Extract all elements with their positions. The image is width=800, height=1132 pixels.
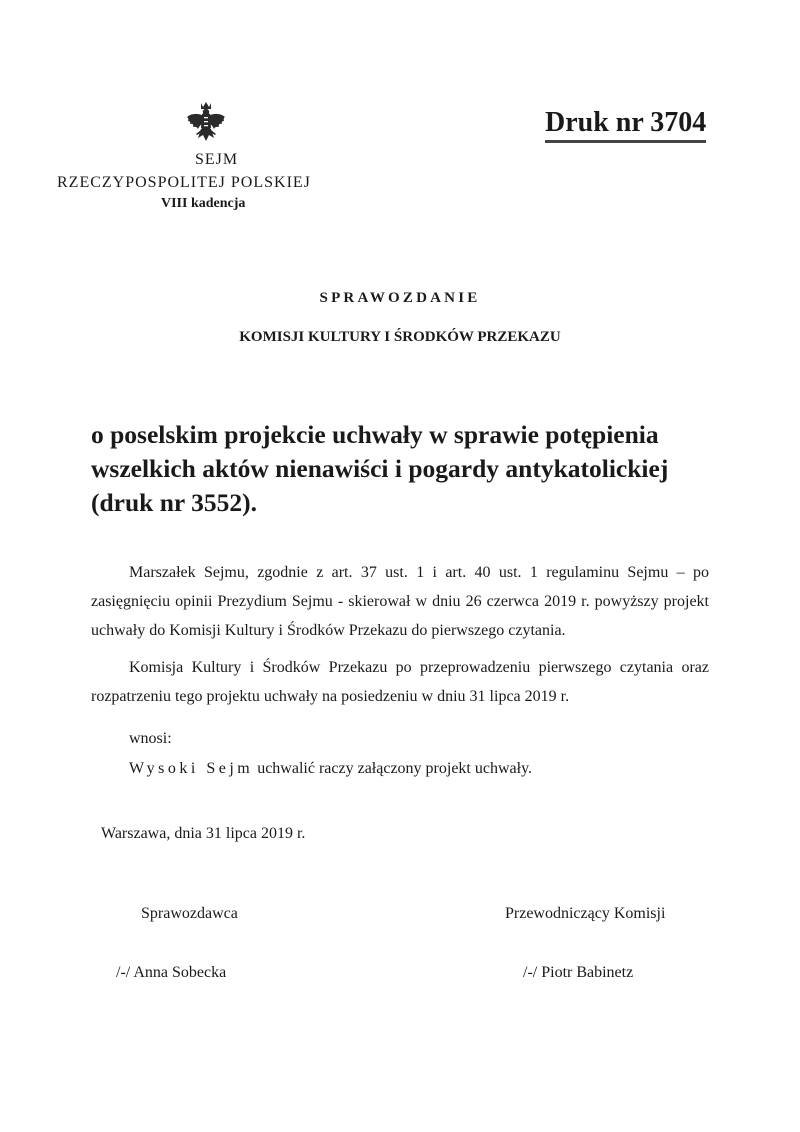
institution-name-line1: SEJM bbox=[195, 151, 239, 168]
chair-role: Przewodniczący Komisji bbox=[505, 905, 666, 922]
place-and-date: Warszawa, dnia 31 lipca 2019 r. bbox=[101, 825, 306, 842]
term-label: VIII kadencja bbox=[161, 196, 246, 211]
motion-label: wnosi: bbox=[129, 730, 172, 747]
chair-signature: /-/ Piotr Babinetz bbox=[523, 964, 634, 981]
committee-name: KOMISJI KULTURY I ŚRODKÓW PRZEKAZU bbox=[239, 329, 561, 345]
rapporteur-signature: /-/ Anna Sobecka bbox=[116, 964, 227, 981]
report-subject: o poselskim projekcie uchwały w sprawie potępienia wszelkich aktów nienawiści i pogardy antykatolickiej (druk nr 3552). bbox=[91, 420, 669, 517]
decision-addressee: Wysoki Sejm bbox=[129, 760, 254, 777]
polish-eagle-emblem-icon bbox=[184, 100, 228, 146]
decision-line bbox=[129, 760, 532, 778]
institution-name-line2: RZECZYPOSPOLITEJ POLSKIEJ bbox=[57, 174, 311, 191]
rapporteur-role: Sprawozdawca bbox=[141, 905, 238, 922]
print-number: Druk nr 3704 bbox=[545, 107, 706, 143]
report-title: SPRAWOZDANIE bbox=[319, 290, 481, 306]
body-paragraph-1: Marszałek Sejmu, zgodnie z art. 37 ust. 1 i art. 40 ust. 1 regulaminu Sejmu – po zasięgnięciu opinii Prezydium Sejmu - skierował w dniu 26 czerwca 2019 r. powyższy projekt uchwały do Komisji Kultury i Środków Przekazu do pierwszego czytania. bbox=[91, 564, 709, 639]
body-paragraph-2: Komisja Kultury i Środków Przekazu po przeprowadzeniu pierwszego czytania oraz rozpatrzeniu tego projektu uchwały na posiedzeniu w dniu 31 lipca 2019 r. bbox=[91, 659, 709, 705]
decision-text: uchwalić raczy załączony projekt uchwały. bbox=[257, 760, 533, 777]
